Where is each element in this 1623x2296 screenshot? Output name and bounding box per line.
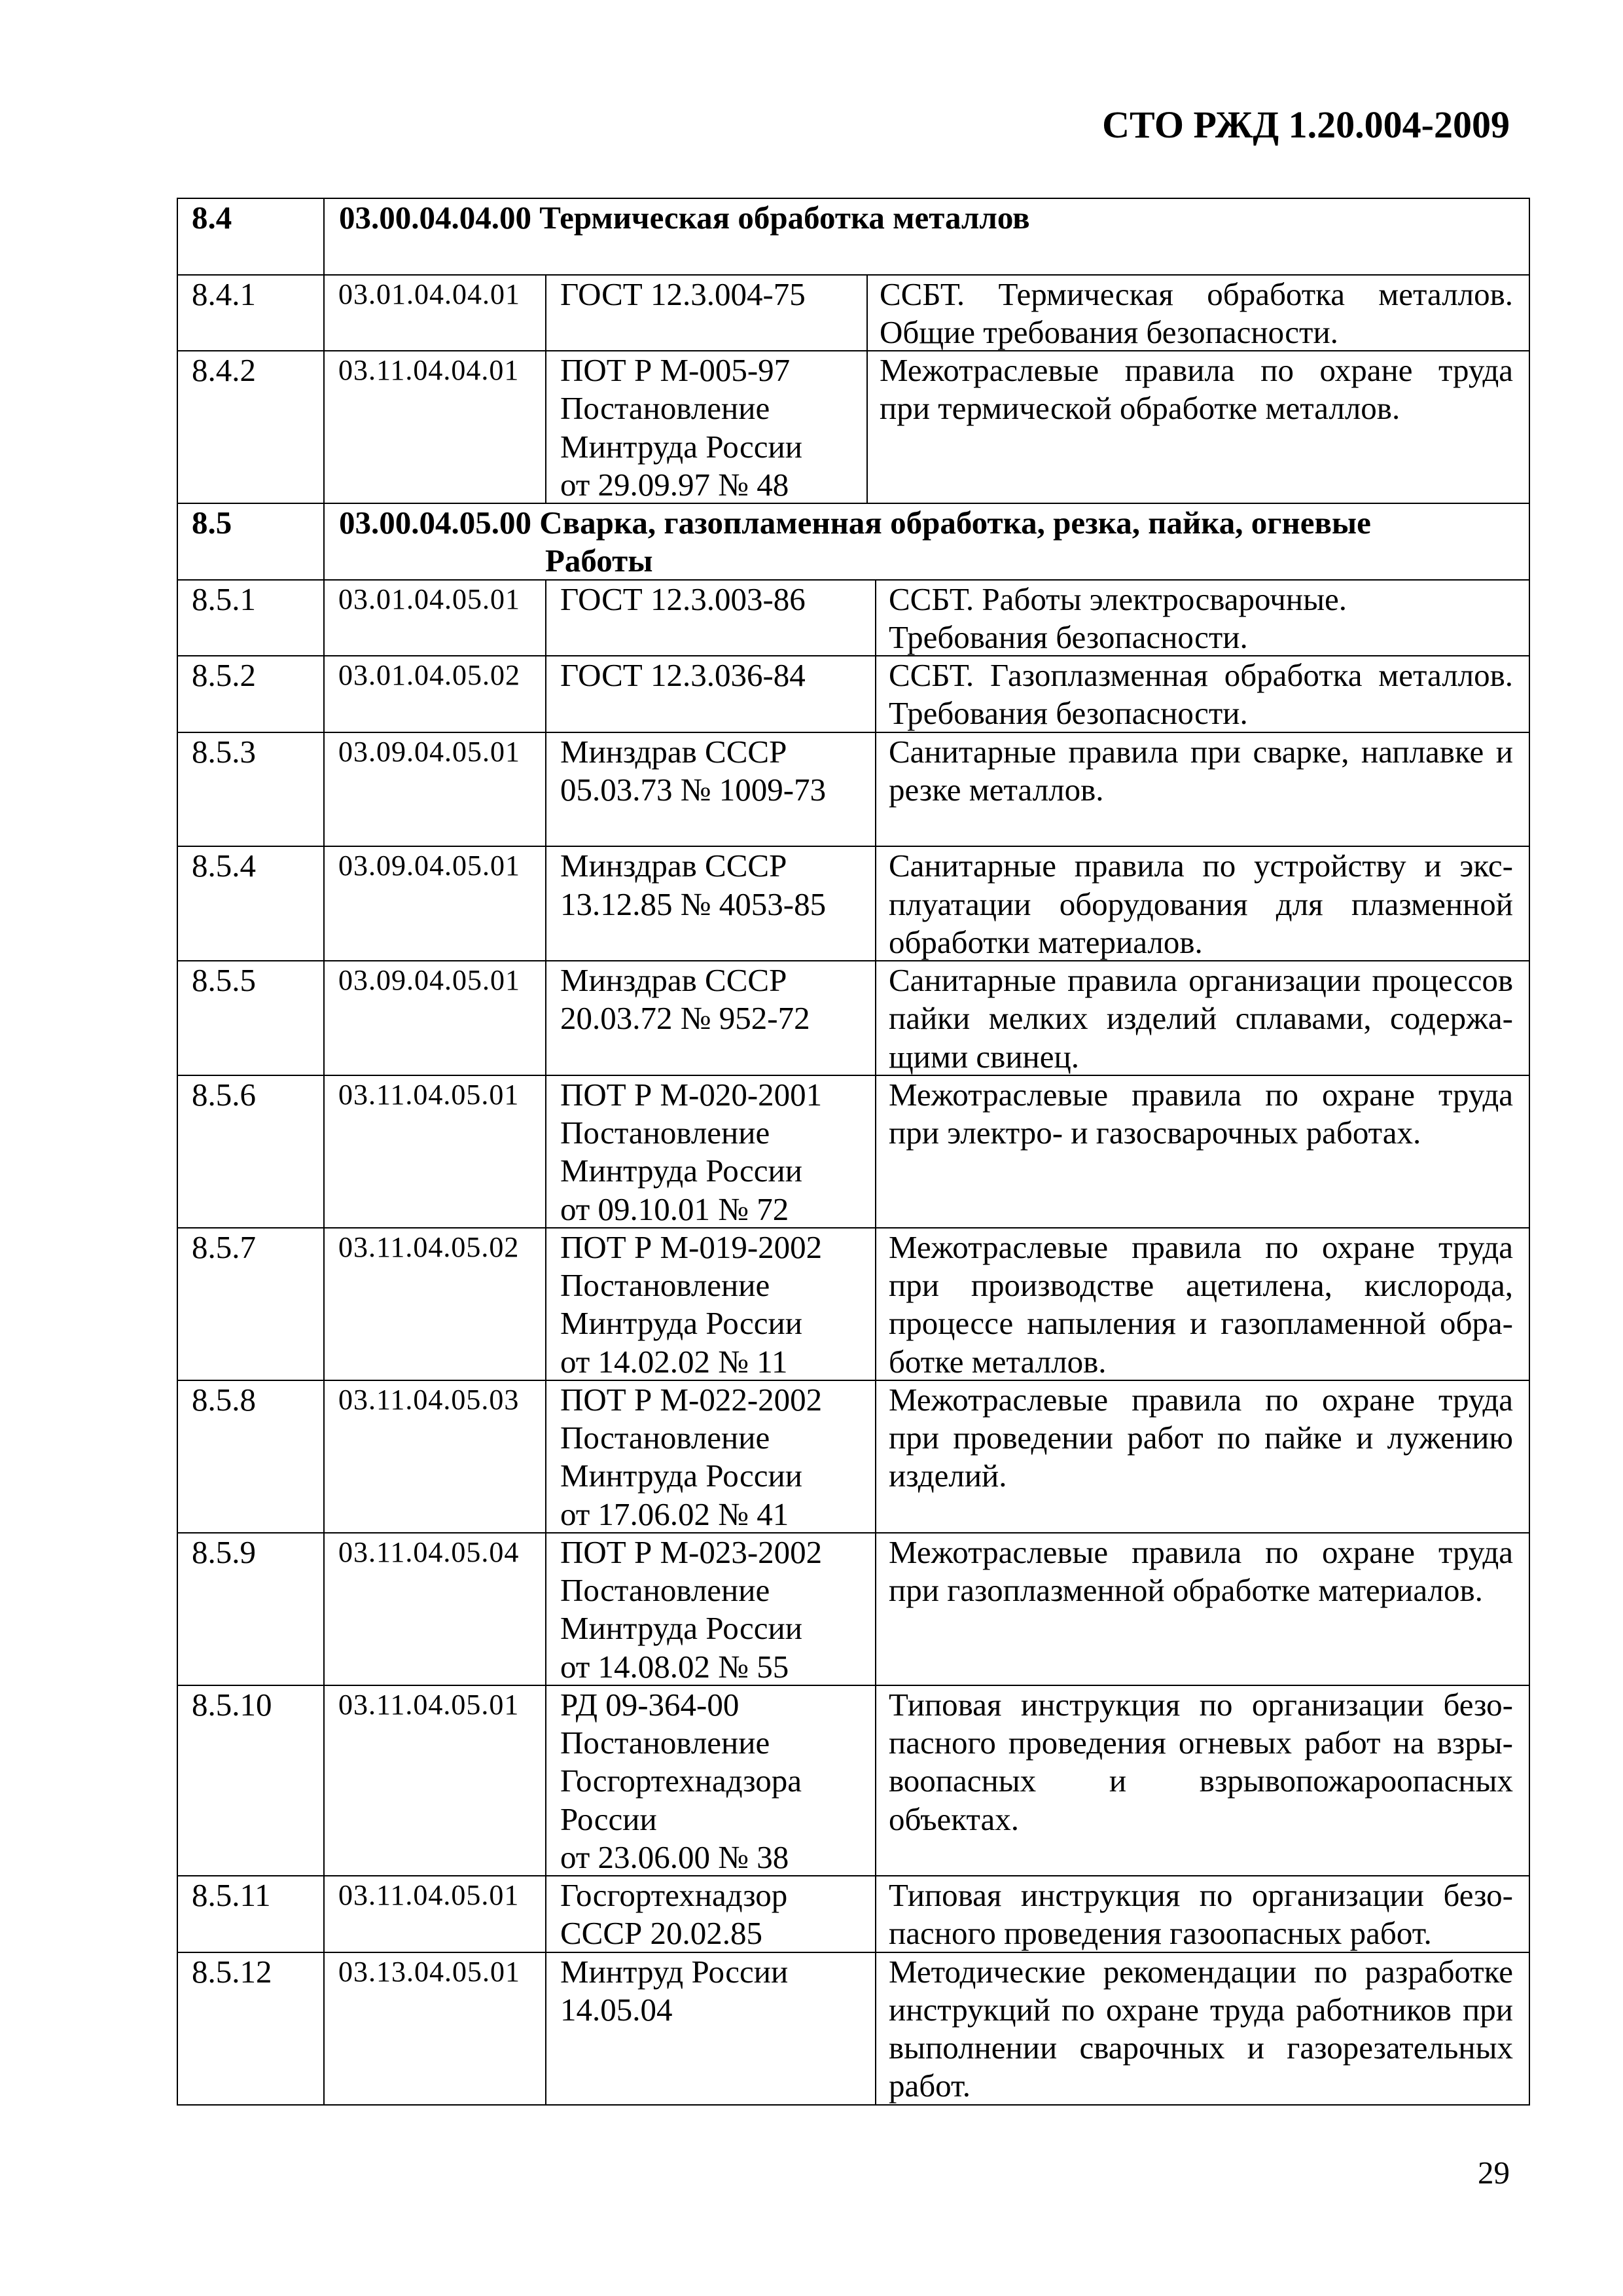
description-paragraph [889,1953,1513,2106]
classifier-code: 03.11.04.05.01 [325,1686,546,1875]
regulatory-document-line: от 23.06.00 № 38 [560,1839,789,1875]
classifier-code: 03.09.04.05.01 [325,733,546,846]
classifier-code: 03.09.04.05.01 [325,847,546,960]
description-paragraph [889,581,1513,619]
regulatory-document-line: Госгортехнадзора [560,1763,802,1799]
regulatory-document-line: ПОТ Р М-019-2002 [560,1229,823,1265]
description-line: ССБТ. Газоплазменная обработка металлов. [889,657,1513,693]
table-row [178,1229,1530,1381]
description-line: Общие требования безопасности. [880,314,1338,350]
regulatory-document-line: от 14.02.02 № 11 [560,1343,788,1380]
description-line: плуатации оборудования для плазменной [889,886,1513,922]
regulatory-document-line: Постановление [560,1725,770,1761]
description-line: Методические рекомендации по разработке [889,1953,1513,1990]
classifier-code: 03.11.04.05.03 [325,1381,546,1532]
document-description [876,1381,1530,1532]
description-paragraph [889,847,1513,961]
regulatory-document [546,1534,876,1685]
description-paragraph [889,1381,1513,1496]
regulatory-document [546,733,876,846]
description-line: ССБТ. Термическая обработка металлов. [880,276,1513,312]
table-row [178,656,1530,733]
regulatory-document-line: Минтруда России [560,1458,802,1494]
regulatory-document-line: Минтруда России [560,1153,802,1189]
classifier-code: 03.11.04.05.01 [325,1876,546,1952]
description-line: Санитарные правила по устройству и экс- [889,848,1513,884]
description-line: щими свинец. [889,1038,1079,1075]
description-paragraph [889,1876,1513,1953]
regulatory-document-line: 13.12.85 № 4053-85 [560,886,827,922]
item-number: 8.5.8 [178,1381,325,1532]
regulatory-document [546,656,876,732]
regulatory-document-line: 14.05.04 [560,1991,673,2028]
table-row [178,847,1530,961]
description-line: Межотраслевые правила по охране труда [889,1076,1513,1113]
description-line: ботке металлов. [889,1343,1107,1380]
item-number: 8.5.10 [178,1686,325,1875]
table-row [178,276,1530,352]
regulatory-document [546,581,876,656]
description-paragraph [889,1076,1513,1153]
document-description [868,351,1530,503]
description-paragraph [889,1229,1513,1381]
description-paragraph [889,1686,1513,1839]
regulatory-document-line: 05.03.73 № 1009-73 [560,771,827,808]
classifier-code: 03.01.04.05.02 [325,656,546,732]
section-title-line: 03.00.04.04.00 Термическая обработка металлов [339,200,1030,236]
description-paragraph [889,619,1513,656]
item-number: 8.5.1 [178,581,325,656]
table-row [178,961,1530,1076]
regulatory-document-line: Постановление [560,1420,770,1456]
section-header-row [178,199,1530,276]
section-title [325,504,1530,579]
regulatory-document-line: от 09.10.01 № 72 [560,1191,789,1227]
table-row [178,1876,1530,1953]
document-description [876,1953,1530,2104]
description-paragraph [880,276,1513,352]
table-row [178,581,1530,657]
description-line: пайки мелких изделий сплавами, содержа- [889,1000,1513,1037]
table-row [178,1534,1530,1686]
regulatory-document-line: Минздрав СССР [560,733,787,770]
item-number: 8.5.2 [178,656,325,732]
regulatory-document-line: ГОСТ 12.3.003-86 [560,581,806,617]
document-description [876,1686,1530,1875]
description-line: Требования безопасности. [889,619,1248,655]
section-number: 8.4 [178,199,325,274]
description-line: Санитарные правила при сварке, наплавке и [889,733,1513,770]
regulatory-document-line: России [560,1801,657,1837]
description-line: резке металлов. [889,771,1104,808]
table-row [178,351,1530,504]
regulatory-document-line: РД 09-364-00 [560,1686,740,1723]
document-code: СТО РЖД 1.20.004-2009 [1102,103,1510,146]
classifier-code: 03.11.04.04.01 [325,351,546,503]
regulatory-document-line: Минтруд России [560,1953,789,1990]
classifier-code: 03.09.04.05.01 [325,961,546,1075]
document-description [876,961,1530,1075]
table-row [178,1076,1530,1229]
description-line: изделий. [889,1458,1007,1494]
document-description [876,733,1530,846]
regulatory-document-line: от 14.08.02 № 55 [560,1648,789,1685]
regulatory-document-line: Минтруда России [560,428,802,465]
regulatory-document [546,1076,876,1227]
regulatory-document [546,276,868,351]
description-line: обработки материалов. [889,924,1203,960]
regulatory-document [546,1876,876,1952]
document-description [868,276,1530,351]
item-number: 8.5.12 [178,1953,325,2104]
section-number: 8.5 [178,504,325,579]
table-row [178,1953,1530,2106]
description-paragraph [889,733,1513,810]
regulatory-document-line: ПОТ Р М-022-2002 [560,1381,823,1418]
description-line: Межотраслевые правила по охране труда [889,1381,1513,1418]
description-line: Типовая инструкция по организации безо- [889,1877,1513,1913]
description-line: при производстве ацетилена, кислорода, [889,1267,1513,1303]
regulatory-document-line: ПОТ Р М-005-97 [560,352,791,388]
page-number: 29 [1478,2155,1510,2191]
description-line: Санитарные правила организации процессов [889,962,1513,998]
document-description [876,581,1530,656]
regulatory-document-line: СССР 20.02.85 [560,1915,763,1952]
description-line: Типовая инструкция по организации безо- [889,1686,1513,1723]
document-description [876,847,1530,960]
regulatory-document [546,1381,876,1532]
regulatory-document [546,847,876,960]
classifier-code: 03.11.04.05.04 [325,1534,546,1685]
section-title [325,199,1530,274]
description-line: при термической обработке металлов. [880,390,1400,427]
document-description [876,656,1530,732]
table-row [178,1686,1530,1876]
regulatory-document-line: 20.03.72 № 952-72 [560,1000,810,1037]
regulatory-document [546,1953,876,2104]
description-paragraph [889,961,1513,1076]
regulatory-document [546,1229,876,1380]
description-line: инструкций по охране труда работников при [889,1991,1513,2028]
table-row [178,1381,1530,1534]
description-line: процессе напыления и газопламенной обра- [889,1305,1513,1342]
description-line: Межотраслевые правила по охране труда [889,1229,1513,1265]
section-header-row [178,504,1530,581]
regulatory-document-line: ПОТ Р М-023-2002 [560,1534,823,1570]
item-number: 8.4.1 [178,276,325,351]
regulatory-document-line: Минздрав СССР [560,848,787,884]
description-line: при газоплазменной обработке материалов. [889,1572,1483,1608]
document-description [876,1876,1530,1952]
description-line: работ. [889,2068,971,2104]
classifier-code: 03.13.04.05.01 [325,1953,546,2104]
table-section [178,199,1530,504]
regulatory-document-line: Минтруда России [560,1305,802,1342]
classifier-code: 03.11.04.05.01 [325,1076,546,1227]
regulatory-document-line: ГОСТ 12.3.036-84 [560,657,806,693]
regulatory-document-line: Госгортехнадзор [560,1877,788,1913]
regulatory-document-line: Постановление [560,1267,770,1303]
description-line: пасного проведения газоопасных работ. [889,1915,1432,1952]
description-paragraph [889,1534,1513,1610]
regulatory-document-line: Минздрав СССР [560,962,787,998]
table-section [178,504,1530,2106]
description-line: Требования безопасности. [889,695,1248,732]
description-line: при проведении работ по пайке и лужению [889,1420,1513,1456]
regulatory-document-line: ГОСТ 12.3.004-75 [560,276,806,312]
classifier-code: 03.11.04.05.02 [325,1229,546,1380]
regulatory-document [546,351,868,503]
description-line: воопасных и взрывопожароопасных [889,1763,1513,1799]
description-line: ССБТ. Работы электросварочные. [889,581,1347,617]
description-line: пасного проведения огневых работ на взры- [889,1725,1513,1761]
description-line: Межотраслевые правила по охране труда [889,1534,1513,1570]
regulatory-document-line: от 29.09.97 № 48 [560,466,789,503]
item-number: 8.4.2 [178,351,325,503]
item-number: 8.5.9 [178,1534,325,1685]
document-description [876,1229,1530,1380]
description-line: при электро- и газосварочных работах. [889,1115,1421,1151]
standards-table [177,198,1530,2106]
section-title-line: Работы [545,543,653,579]
regulatory-document-line: Минтруда России [560,1610,802,1647]
regulatory-document-line: ПОТ Р М-020-2001 [560,1076,823,1113]
regulatory-document-line: Постановление [560,1115,770,1151]
item-number: 8.5.7 [178,1229,325,1380]
document-description [876,1076,1530,1227]
regulatory-document-line: Постановление [560,1572,770,1608]
section-title-line: 03.00.04.05.00 Сварка, газопламенная обработка, резка, пайка, огневые [339,505,1371,541]
regulatory-document [546,1686,876,1875]
description-paragraph [889,656,1513,733]
description-line: выполнении сварочных и газорезательных [889,2030,1513,2066]
item-number: 8.5.4 [178,847,325,960]
item-number: 8.5.3 [178,733,325,846]
description-line: Межотраслевые правила по охране труда [880,352,1513,388]
item-number: 8.5.6 [178,1076,325,1227]
regulatory-document-line: от 17.06.02 № 41 [560,1496,789,1532]
classifier-code: 03.01.04.04.01 [325,276,546,351]
classifier-code: 03.01.04.05.01 [325,581,546,656]
table-row [178,733,1530,848]
regulatory-document-line: Постановление [560,390,770,427]
document-description [876,1534,1530,1685]
description-line: объектах. [889,1801,1019,1837]
description-paragraph [880,351,1513,428]
item-number: 8.5.11 [178,1876,325,1952]
regulatory-document [546,961,876,1075]
item-number: 8.5.5 [178,961,325,1075]
